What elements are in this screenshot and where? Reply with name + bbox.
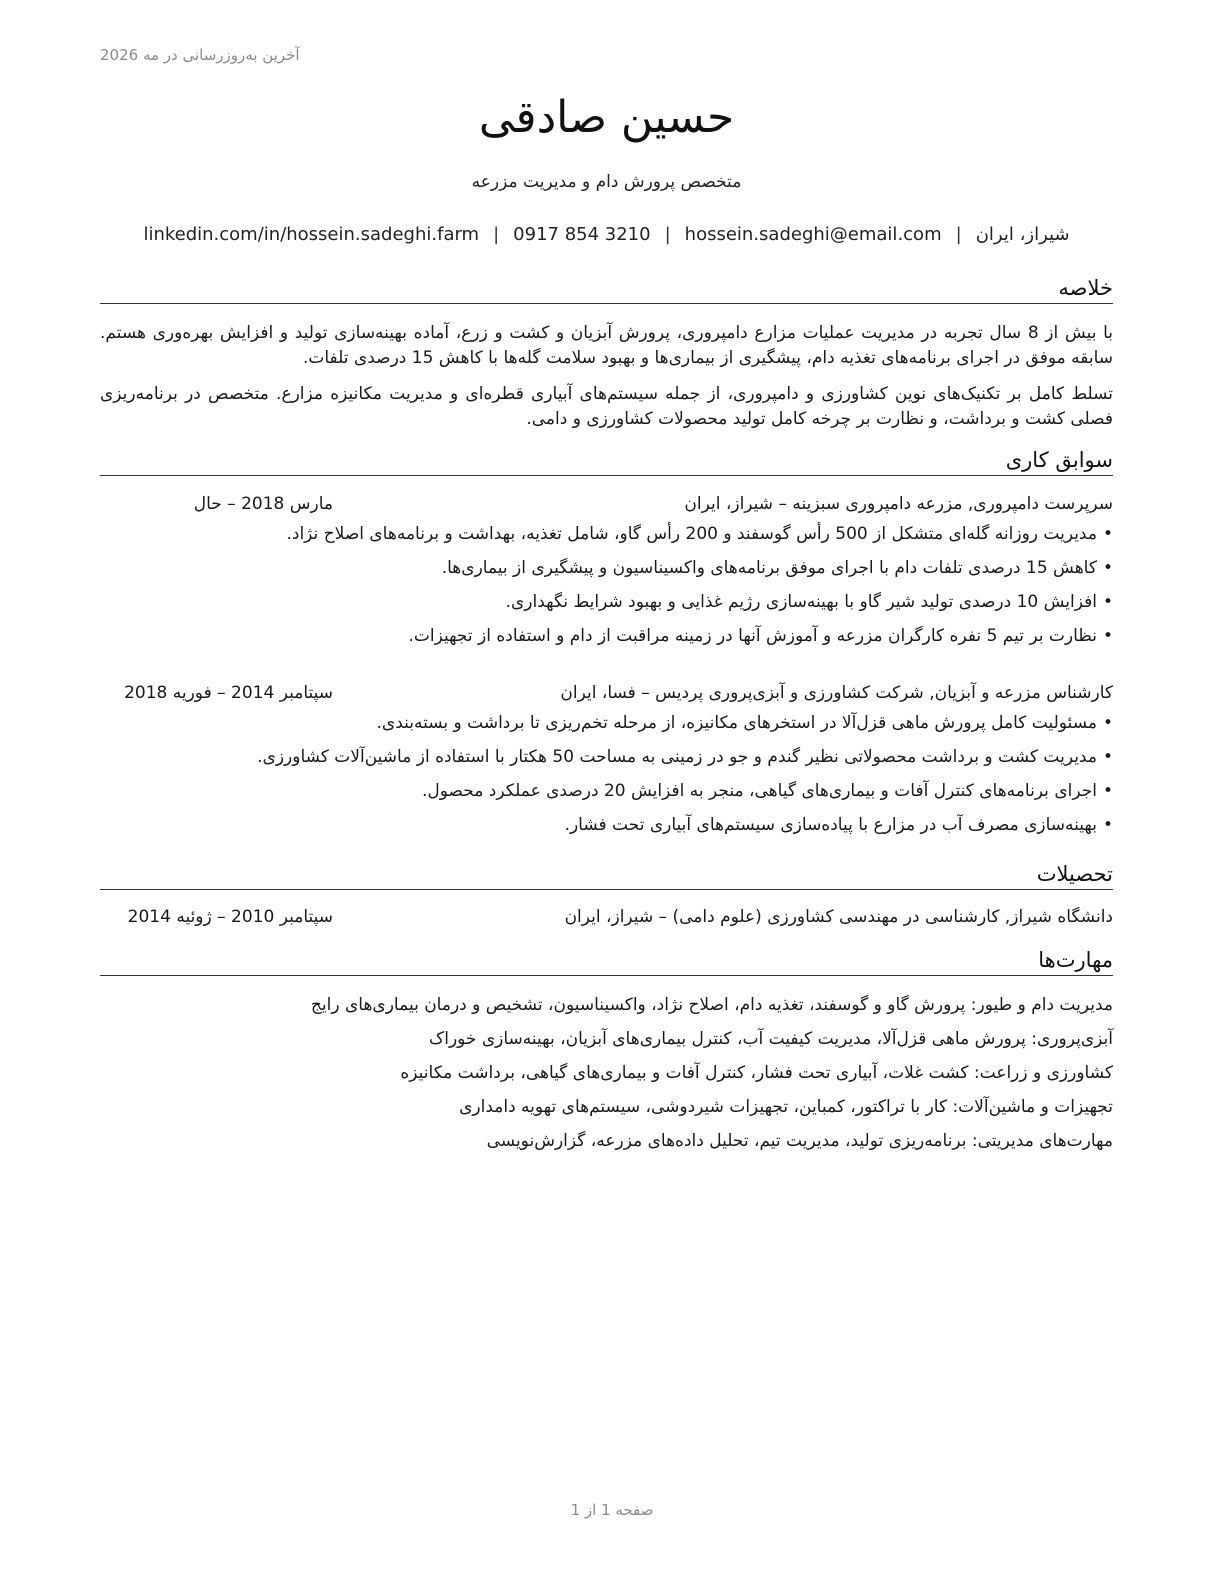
summary-paragraph-1: با بیش از 8 سال تجربه در مدیریت عملیات مزارع دامپروری، پرورش آبزیان و کشت و زرع، آماده بهینه‌سازی تولید و افزایش بهره‌وری هستم. سابقه موفق در اجرای برنامه‌های تغذیه دام، پیشگیری از بیماری‌ها و بهبود سلامت گله‌ها با کاهش 15 درصدی تلفات. bbox=[100, 323, 1113, 368]
bullet-icon: • bbox=[1102, 815, 1113, 835]
bullet-icon: • bbox=[1102, 713, 1113, 733]
section-title-experience: سوابق کاری bbox=[100, 448, 1113, 476]
job-bullet-list bbox=[100, 710, 1113, 846]
bullet-icon: • bbox=[1102, 626, 1113, 646]
last-updated-note: آخرین به‌روزرسانی در مه 2026 bbox=[100, 46, 300, 64]
skill-item: مهارت‌های مدیریتی: برنامه‌ریزی تولید، مدیریت تیم، تحلیل داده‌های مزرعه، گزارش‌نویسی bbox=[486, 1131, 1113, 1151]
skill-item: آبزی‌پروری: پرورش ماهی قزل‌آلا، مدیریت کیفیت آب، کنترل بیماری‌های آبزیان، بهینه‌سازی خوراک bbox=[429, 1029, 1113, 1049]
skill-item: کشاورزی و زراعت: کشت غلات، آبیاری تحت فشار، کنترل آفات و بیماری‌های گیاهی، برداشت مکانیزه bbox=[400, 1063, 1113, 1083]
education-entry bbox=[100, 907, 1113, 931]
section-title-skills: مهارت‌ها bbox=[100, 948, 1113, 976]
resume-page bbox=[100, 0, 1113, 1584]
bullet-icon: • bbox=[1102, 747, 1113, 767]
list-item: •نظارت بر تیم 5 نفره کارگران مزرعه و آموزش آنها در زمینه مراقبت از دام و استفاده از تجهیزات. bbox=[408, 626, 1113, 646]
contact-location: شیراز، ایران bbox=[975, 224, 1070, 245]
job-header bbox=[100, 683, 1113, 707]
education-degree: دانشگاه شیراز, کارشناسی در مهندسی کشاورزی (علوم دامی) – شیراز، ایران bbox=[564, 907, 1113, 927]
job-title: سرپرست دامپروری, مزرعه دامپروری سبزینه – شیراز، ایران bbox=[684, 494, 1113, 514]
contact-line bbox=[100, 224, 1113, 245]
candidate-headline: متخصص پرورش دام و مدیریت مزرعه bbox=[471, 172, 742, 192]
job-bullet-list bbox=[100, 521, 1113, 657]
skill-item: مدیریت دام و طیور: پرورش گاو و گوسفند، تغذیه دام، اصلاح نژاد، واکسیناسیون، تشخیص و درمان بیماری‌های رایج bbox=[310, 995, 1113, 1015]
contact-phone[interactable]: 0917 854 3210 bbox=[513, 224, 651, 245]
contact-separator: | bbox=[493, 224, 500, 245]
job-dates: سپتامبر 2014 – فوریه 2018 bbox=[124, 683, 333, 703]
education-dates: سپتامبر 2010 – ژوئیه 2014 bbox=[127, 907, 333, 927]
section-title-summary: خلاصه bbox=[100, 276, 1113, 304]
bullet-icon: • bbox=[1102, 592, 1113, 612]
list-item: •مسئولیت کامل پرورش ماهی قزل‌آلا در استخرهای مکانیزه، از مرحله تخم‌ریزی تا برداشت و بسته‌بندی. bbox=[376, 713, 1113, 733]
list-item: •افزایش 10 درصدی تولید شیر گاو با بهینه‌سازی رژیم غذایی و بهبود شرایط نگهداری. bbox=[505, 592, 1113, 612]
list-item: •بهینه‌سازی مصرف آب در مزارع با پیاده‌سازی سیستم‌های آبیاری تحت فشار. bbox=[564, 815, 1113, 835]
contact-separator: | bbox=[664, 224, 671, 245]
bullet-icon: • bbox=[1102, 558, 1113, 578]
job-header bbox=[100, 494, 1113, 518]
bullet-icon: • bbox=[1102, 781, 1113, 801]
bullet-icon: • bbox=[1102, 524, 1113, 544]
list-item: •کاهش 15 درصدی تلفات دام با اجرای موفق برنامه‌های واکسیناسیون و پیشگیری از بیماری‌ها. bbox=[441, 558, 1113, 578]
list-item: •مدیریت کشت و برداشت محصولاتی نظیر گندم و جو در زمینی به مساحت 50 هکتار با استفاده از ماشین‌آلات کشاورزی. bbox=[257, 747, 1113, 767]
summary-paragraph-2: تسلط کامل بر تکنیک‌های نوین کشاورزی و دامپروری، از جمله سیستم‌های آبیاری قطره‌ای و مدیریت مکانیزه مزارع. متخصص در برنامه‌ریزی فصلی کشت و برداشت، و نظارت بر چرخه کامل تولید محصولات کشاورزی و دامی. bbox=[100, 384, 1113, 429]
contact-email[interactable]: hossein.sadeghi@email.com bbox=[684, 224, 942, 245]
job-dates: مارس 2018 – حال bbox=[193, 494, 333, 514]
skills-list bbox=[100, 992, 1113, 1162]
list-item: •مدیریت روزانه گله‌ای متشکل از 500 رأس گوسفند و 200 رأس گاو، شامل تغذیه، بهداشت و برنامه‌های اصلاح نژاد. bbox=[286, 524, 1113, 544]
job-title: کارشناس مزرعه و آبزیان, شرکت کشاورزی و آبزی‌پروری پردیس – فسا، ایران bbox=[560, 683, 1113, 703]
contact-linkedin[interactable]: linkedin.com/in/hossein.sadeghi.farm bbox=[143, 224, 480, 245]
candidate-name: حسین صادقی bbox=[478, 92, 735, 143]
list-item: •اجرای برنامه‌های کنترل آفات و بیماری‌های گیاهی، منجر به افزایش 20 درصدی عملکرد محصول. bbox=[422, 781, 1113, 801]
contact-separator: | bbox=[955, 224, 962, 245]
section-title-education: تحصیلات bbox=[100, 862, 1113, 890]
page-number: صفحه 1 از 1 bbox=[570, 1501, 654, 1519]
skill-item: تجهیزات و ماشین‌آلات: کار با تراکتور، کمباین، تجهیزات شیردوشی، سیستم‌های تهویه دامداری bbox=[459, 1097, 1113, 1117]
